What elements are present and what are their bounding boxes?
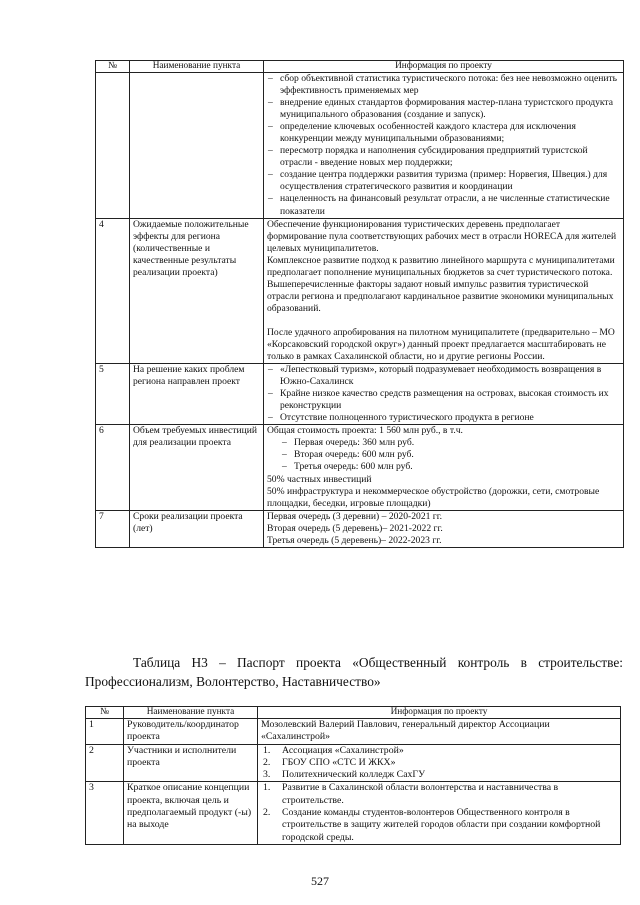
list-item: – Крайне низкое качество средств размещения на островах, высокая стоимость их реконструкции <box>267 388 620 412</box>
list-item: – нацеленность на финансовый результат отрасли, а не численные статистические показатели <box>267 193 620 217</box>
list-item: – Отсутствие полноценного туристического продукта в регионе <box>267 412 620 424</box>
row-number: 7 <box>96 510 130 547</box>
timeline-line: Третья очередь (5 деревень)– 2022-2023 гг. <box>267 534 442 546</box>
page-number: 527 <box>311 874 329 888</box>
row-item-name: Ожидаемые положительные эффекты для региона (количественные и качественные результаты реализации проекта) <box>130 218 264 364</box>
row-number <box>96 73 130 219</box>
paragraph: Обеспечение функционирования туристических деревень предполагает формирование пула соответствующих рабочих мест в отрасли HORECA для жителей целевых муниципалитетов. <box>267 218 617 254</box>
list-marker: 2. <box>263 807 271 819</box>
row-item-name: Участники и исполнители проекта <box>124 744 258 782</box>
header-number: № <box>86 707 124 719</box>
row-item-name: Краткое описание концепции проекта, включая цель и предполагаемый продукт (-ы) на выходе <box>124 782 258 844</box>
list-item: – Первая очередь: 360 млн руб. <box>281 437 620 449</box>
list-item <box>261 807 617 844</box>
list-text: ГБОУ СПО «СТС И ЖКХ» <box>282 756 396 768</box>
list-item: – Вторая очередь: 600 млн руб. <box>281 449 620 461</box>
list-item: – «Лепестковый туризм», который подразумевает необходимость возвращения в Южно-Сахалинск <box>267 364 620 388</box>
timeline-line: Вторая очередь (5 деревень)– 2021-2022 гг. <box>267 522 443 534</box>
list-item <box>261 769 617 781</box>
list-item: – Третья очередь: 600 млн руб. <box>281 461 620 473</box>
table-row <box>96 425 624 510</box>
list-item: – внедрение единых стандартов формирования мастер-плана туристского продукта муниципального образования (создание и запуск). <box>267 97 620 121</box>
header-project-info: Информация по проекту <box>264 61 624 73</box>
row-info <box>264 510 624 547</box>
list-marker: 2. <box>263 756 271 768</box>
row-item-name <box>130 73 264 219</box>
list-text: Создание команды студентов-волонтеров Общественного контроля в строительстве в защиту жителей городов области при создании комфортной городской среды. <box>282 807 601 843</box>
paragraph: Вышеперечисленные факторы задают новый импульс развития туристической отрасли региона и предполагают кардинальное развитие экономики муниципальных образований. <box>267 278 614 314</box>
table-row <box>96 73 624 219</box>
list-marker: 1. <box>263 744 271 756</box>
spacer <box>267 315 620 327</box>
row-number: 5 <box>96 364 130 425</box>
investment-total: Общая стоимость проекта: 1 560 млн руб., в т.ч. <box>267 425 463 437</box>
table-row <box>86 719 621 745</box>
paragraph: После удачного апробирования на пилотном муниципалитете (предварительно – МО «Корсаковский городской округ») данный проект предлагается масштабировать не только в рамках Сахалинской области, но и другие регионы России. <box>267 326 615 363</box>
header-item-name: Наименование пункта <box>130 61 264 73</box>
list-marker: 3. <box>263 769 271 781</box>
row-number: 3 <box>86 782 124 844</box>
project-passport-table <box>85 706 621 845</box>
table-row <box>96 364 624 425</box>
row-info: Мозолевский Валерий Павлович, генеральный директор Ассоциации «Сахалинстрой» <box>258 719 621 745</box>
list-item <box>261 745 617 757</box>
investment-share: 50% инфраструктура и некоммерческое обустройство (дорожки, сети, смотровые площадки, беседки, игровые площадки) <box>267 485 600 509</box>
table-header-row <box>96 61 624 73</box>
header-number: № <box>96 61 130 73</box>
row-number: 2 <box>86 744 124 782</box>
row-item-name: Объем требуемых инвестиций для реализации проекта <box>130 425 264 510</box>
row-info <box>264 364 624 425</box>
list-item: – создание центра поддержки развития туризма (пример: Норвегия, Швеция.) для осуществления стратегического развития и координации <box>267 169 620 193</box>
paragraph: Комплексное развитие подход к развитию линейного маршрута с муниципалитетами предполагает пополнение муниципальных бюджетов за счет туристического потока. <box>267 254 615 278</box>
list-item: – пересмотр порядка и наполнения субсидирования предприятий туристской отрасли - введение новых мер поддержки; <box>267 145 620 169</box>
table-row <box>96 510 624 547</box>
table-row <box>96 218 624 364</box>
list-item: – сбор объективной статистика туристического потока: без нее невозможно оценить эффективность применяемых мер <box>267 73 620 97</box>
table-caption: Таблица Н3 – Паспорт проекта «Общественный контроль в строительстве: Профессионализм, Волонтерство, Наставничество» <box>85 655 623 689</box>
row-number: 1 <box>86 719 124 745</box>
table-row <box>86 744 621 782</box>
row-info <box>258 782 621 844</box>
project-passport-table-continued <box>95 60 624 548</box>
row-info <box>258 744 621 782</box>
list-marker: 1. <box>263 782 271 794</box>
list-item <box>261 757 617 769</box>
header-item-name: Наименование пункта <box>124 707 258 719</box>
list-text: Ассоциация «Сахалинстрой» <box>282 744 404 756</box>
row-info <box>264 425 624 510</box>
investment-share: 50% частных инвестиций <box>267 473 372 485</box>
row-item-name: На решение каких проблем региона направлен проект <box>130 364 264 425</box>
list-item <box>261 782 617 807</box>
header-project-info: Информация по проекту <box>258 707 621 719</box>
row-info <box>264 73 624 219</box>
table-header-row <box>86 707 621 719</box>
row-item-name: Руководитель/координатор проекта <box>124 719 258 745</box>
timeline-line: Первая очередь (3 деревни) – 2020-2021 гг. <box>267 510 442 522</box>
row-item-name: Сроки реализации проекта (лет) <box>130 510 264 547</box>
row-info <box>264 218 624 364</box>
list-item: – определение ключевых особенностей каждого кластера для исключения конкуренции между муниципальными образованиями; <box>267 121 620 145</box>
table-row <box>86 782 621 844</box>
row-number: 4 <box>96 218 130 364</box>
row-number: 6 <box>96 425 130 510</box>
list-text: Политехнический колледж СахГУ <box>282 769 426 781</box>
list-text: Развитие в Сахалинской области волонтерства и наставничества в строительстве. <box>282 782 559 806</box>
